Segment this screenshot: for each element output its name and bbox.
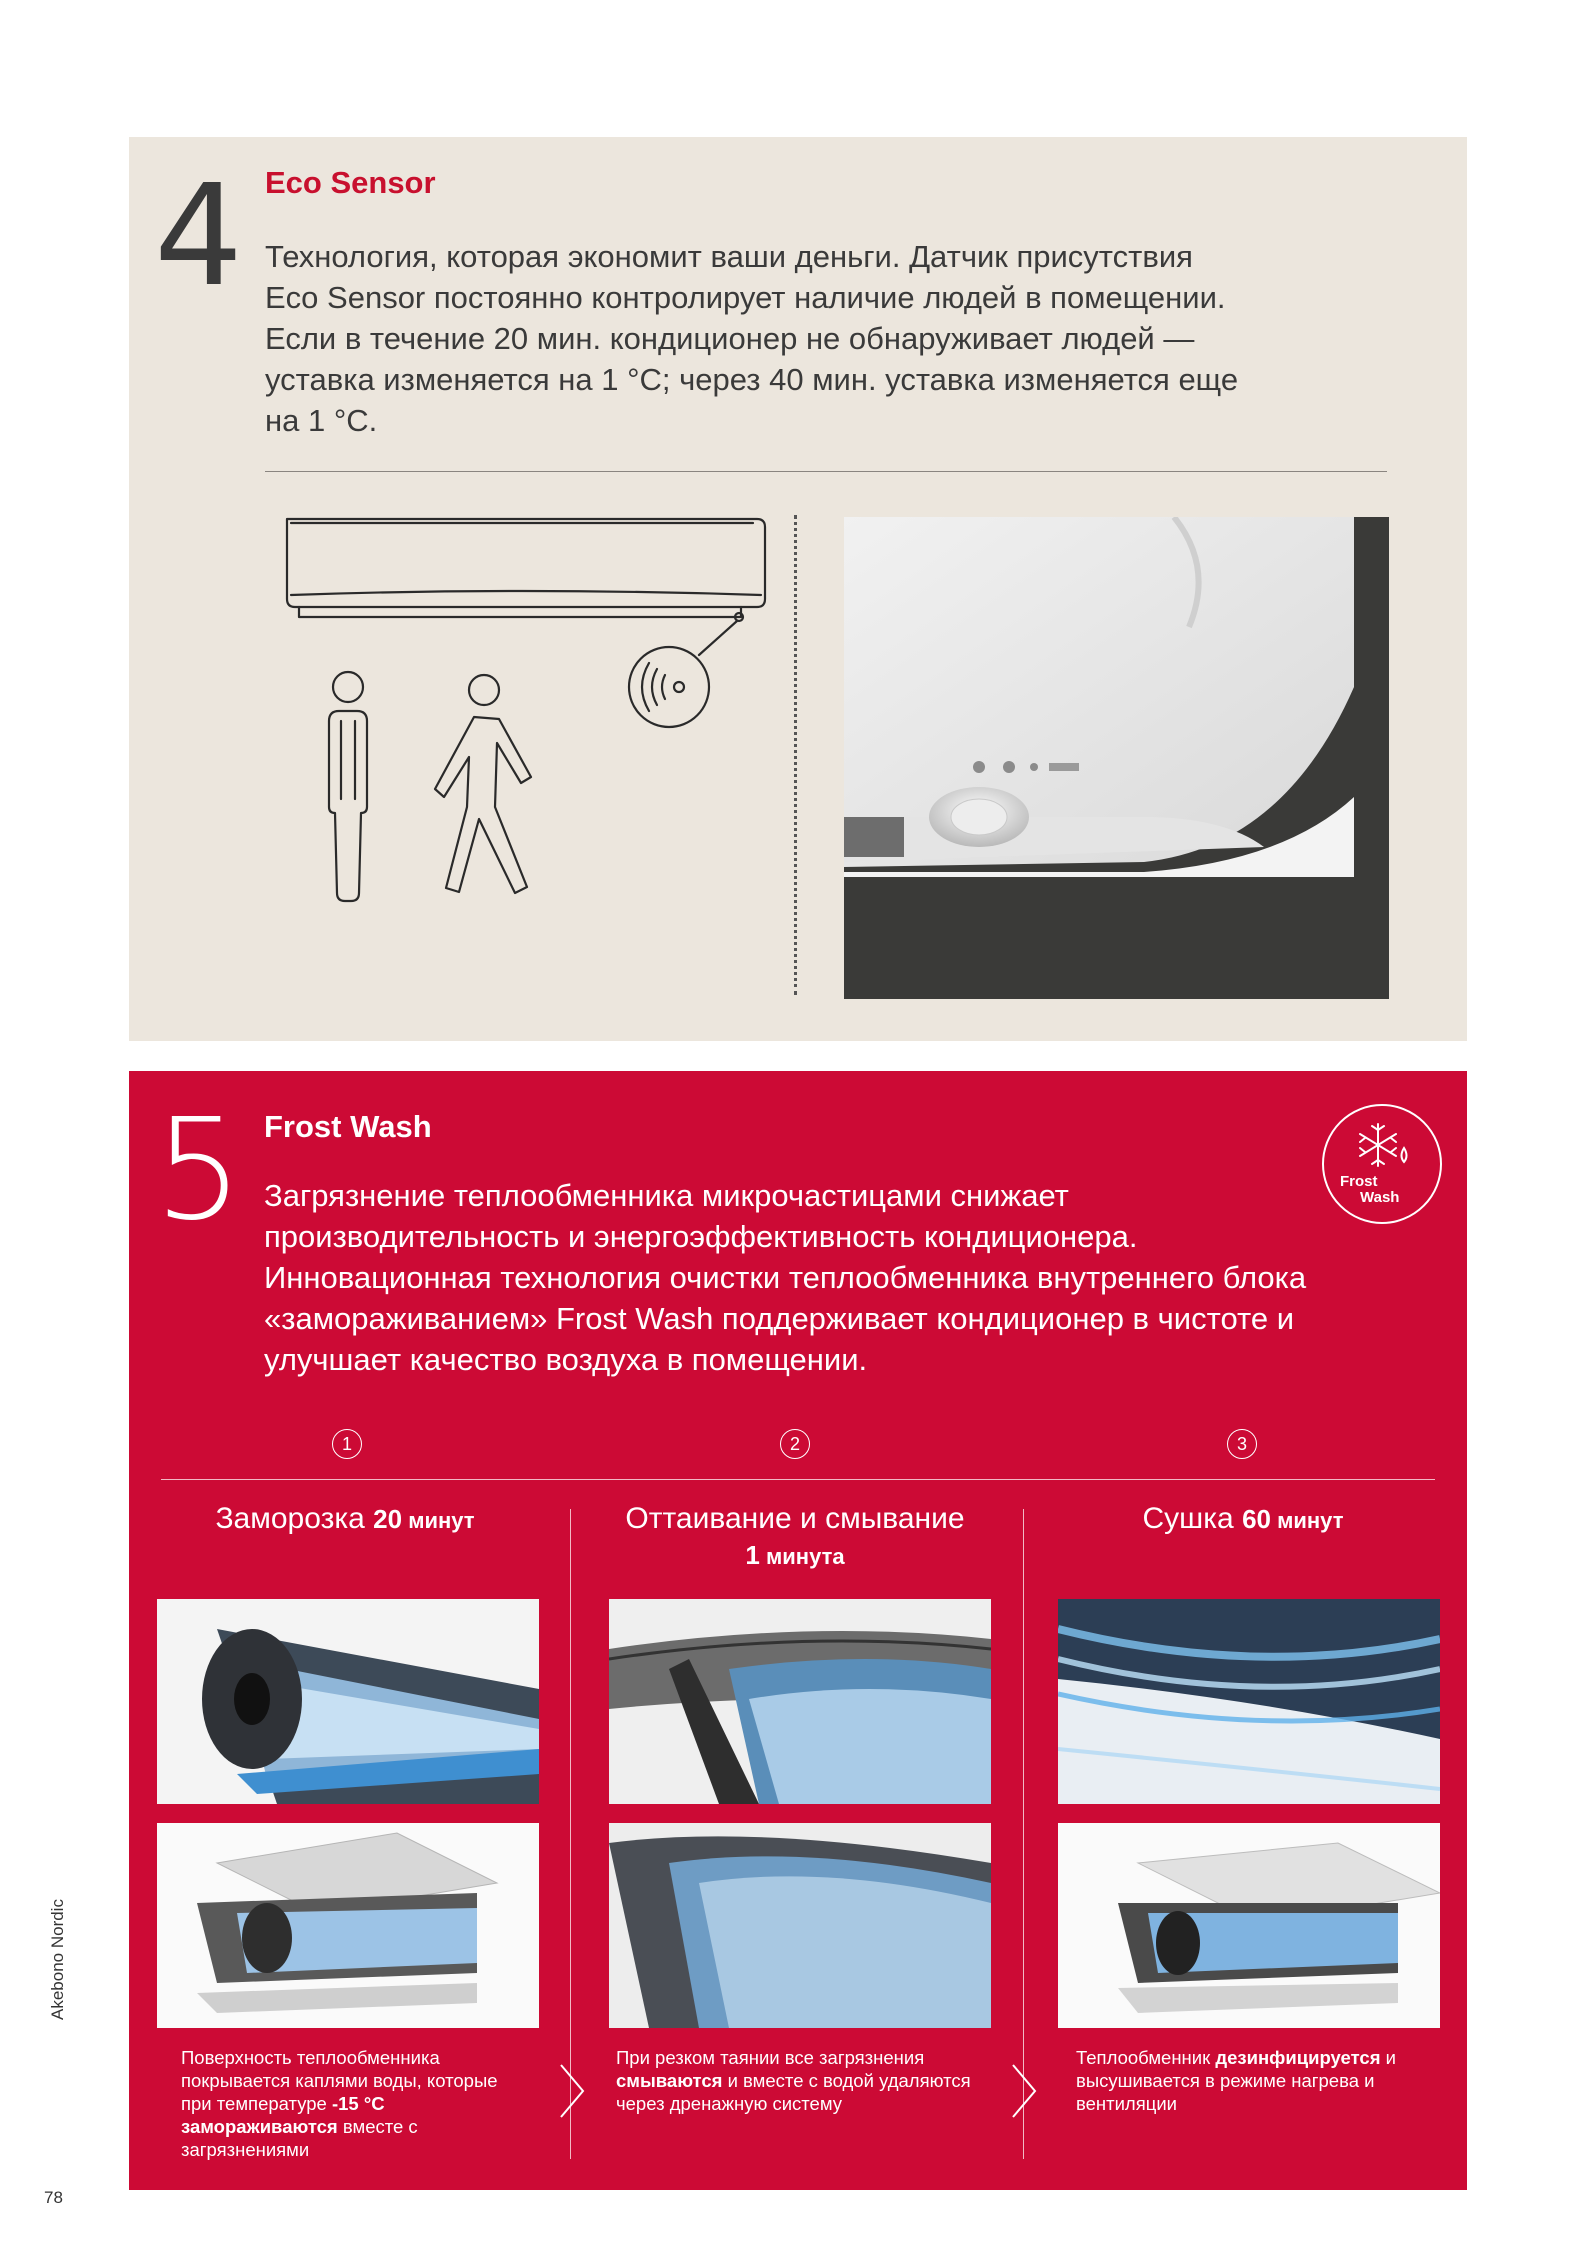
step-caption-3: Теплообменник дезинфицируется и высушивается в режиме нагрева и вентиляции xyxy=(1076,2047,1396,2114)
thawing-photo-bottom xyxy=(609,1823,991,2028)
snowflake-drop-icon xyxy=(1352,1120,1412,1172)
section-number: 4 xyxy=(154,155,244,318)
frost-wash-badge xyxy=(1322,1104,1442,1224)
badge-label-2: Wash xyxy=(1360,1189,1400,1206)
page-number: 78 xyxy=(44,2188,63,2207)
step-number-1: 1 xyxy=(332,1429,362,1459)
eco-sensor-photo xyxy=(844,517,1389,999)
chevron-right-icon xyxy=(557,2061,587,2121)
chevron-right-icon xyxy=(1009,2061,1039,2121)
drying-photo-top xyxy=(1058,1599,1440,1804)
step-heading-3: Сушка 60 минут xyxy=(1142,1502,1344,1535)
freezing-photo-top xyxy=(157,1599,539,1804)
step-number-2: 2 xyxy=(780,1429,810,1459)
step-number-3: 3 xyxy=(1227,1429,1257,1459)
section-description: Загрязнение теплообменника микрочастицами снижает производительность и энергоэффективность кондиционера. Инновационная технология очистки теплообменника внутреннего блока «замораживанием» Frost Wash поддерживает кондиционер в чистоте и улучшает качество воздуха в помещении. xyxy=(264,1178,1307,1377)
drying-photo-bottom xyxy=(1058,1823,1440,2028)
section-description: Технология, которая экономит ваши деньги. Датчик присутствия Eco Sensor постоянно контролирует наличие людей в помещении. Если в течение 20 мин. кондиционер не обнаруживает людей — уставка изменяется на 1 °C; через 40 мин. уставка изменяется еще на 1 °C. xyxy=(265,239,1239,438)
step-heading-2: Оттаивание и смывание 1 минута xyxy=(625,1502,965,1570)
dotted-divider xyxy=(794,515,797,995)
footer-brand: Akebono Nordic xyxy=(48,1899,67,2020)
step-caption-1: Поверхность теплообменника покрывается каплями воды, которые при температуре -15 °C замораживаются вместе с загрязнениями xyxy=(181,2047,498,2160)
section-eco-sensor xyxy=(129,137,1467,1041)
thawing-photo-top xyxy=(609,1599,991,1804)
freezing-photo-bottom xyxy=(157,1823,539,2028)
section-frost-wash xyxy=(129,1071,1467,2190)
section-title: Eco Sensor xyxy=(265,165,436,200)
section-title: Frost Wash xyxy=(264,1109,432,1144)
eco-sensor-illustration xyxy=(269,507,769,987)
step-divider xyxy=(161,1479,1435,1480)
section-number: 5 xyxy=(154,1089,244,1252)
step-caption-2: При резком таянии все загрязнения смываются и вместе с водой удаляются через дренажную систему xyxy=(616,2047,971,2114)
step-heading-1: Заморозка 20 минут xyxy=(215,1502,475,1535)
divider xyxy=(265,471,1387,472)
badge-label-1: Frost xyxy=(1340,1173,1378,1190)
